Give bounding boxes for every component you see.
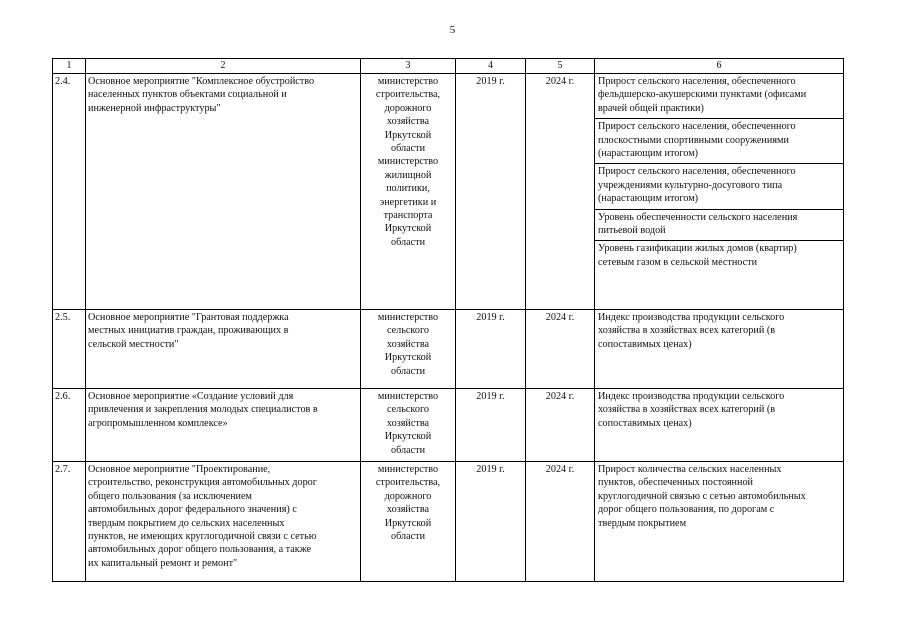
table-row — [53, 74, 844, 310]
text-line: Индекс производства продукции сельского — [598, 312, 785, 323]
measure-name-cell — [86, 74, 361, 310]
text-line: твердым покрытием — [598, 517, 687, 529]
text-line: дорог общего пользования, по дорогам с — [598, 504, 775, 516]
row-number-cell: 2.7. — [53, 462, 86, 582]
text-line: области — [390, 531, 426, 543]
text-line: министерство — [377, 464, 439, 475]
text-line: привлечения и закрепления молодых специалистов в — [88, 404, 318, 416]
text-line: сетевым газом в сельской местности — [598, 256, 758, 268]
text-line: сельского — [387, 325, 429, 337]
indicators-cell — [595, 462, 844, 582]
table-row — [53, 389, 844, 462]
text-line: Иркутской — [384, 352, 432, 364]
text-line: хозяйства — [386, 116, 430, 128]
executor-cell — [361, 74, 456, 310]
text-line: плоскостными спортивными сооружениями — [598, 134, 789, 146]
text-line: твердым покрытием до сельских населенных — [88, 517, 285, 529]
header-cell-2: 2 — [86, 59, 361, 74]
header-cell-6: 6 — [595, 59, 844, 74]
text-line: агропромышленном комплексе» — [88, 417, 228, 429]
text-line: Основное мероприятие "Комплексное обустройство — [88, 76, 315, 87]
text-line: Прирост количества сельских населенных — [598, 464, 782, 475]
text-line: (нарастающим итогом) — [598, 148, 699, 160]
text-line: автомобильных дорог федерального значения) с — [88, 504, 297, 516]
start-year-cell: 2019 г. — [456, 462, 526, 582]
measure-name-cell — [86, 310, 361, 389]
text-line: населенных пунктов объектами социальной и — [88, 89, 287, 101]
text-line: питьевой водой — [598, 225, 666, 237]
measures-table — [52, 58, 844, 582]
indicators-cell — [595, 389, 844, 462]
indicator-item — [595, 119, 843, 164]
text-line: пунктов, обеспеченных постоянной — [598, 477, 753, 489]
end-year-cell: 2024 г. — [526, 74, 595, 310]
text-line: транспорта — [383, 210, 433, 222]
executor-cell — [361, 462, 456, 582]
text-line: сельской местности" — [88, 338, 179, 350]
text-line: министерство — [377, 156, 439, 168]
header-cell-3: 3 — [361, 59, 456, 74]
text-line: Уровень обеспеченности сельского населения — [598, 211, 798, 223]
text-line: сопоставимых ценах) — [598, 338, 692, 350]
header-cell-1: 1 — [53, 59, 86, 74]
text-line: общего пользования (за исключением — [88, 490, 252, 502]
text-line: Уровень газификации жилых домов (квартир) — [598, 243, 797, 255]
text-line: министерство — [377, 391, 439, 402]
text-line: местных инициатив граждан, проживающих в — [88, 325, 289, 337]
text-line: Основное мероприятие "Проектирование, — [88, 464, 271, 475]
indicator-item — [595, 164, 843, 209]
start-year-cell: 2019 г. — [456, 389, 526, 462]
table-row — [53, 462, 844, 582]
text-line: сопоставимых ценах) — [598, 417, 692, 429]
text-line: Индекс производства продукции сельского — [598, 391, 785, 402]
header-cell-5: 5 — [526, 59, 595, 74]
text-line: министерство — [377, 76, 439, 87]
indicator-item — [595, 241, 843, 272]
start-year-cell: 2019 г. — [456, 74, 526, 310]
row-number-cell: 2.5. — [53, 310, 86, 389]
text-line: жилищной — [384, 169, 432, 181]
text-line: строительства, — [375, 477, 441, 489]
indicator-item — [595, 210, 843, 242]
text-line: Иркутской — [384, 431, 432, 443]
text-line: их капитальный ремонт и ремонт" — [88, 557, 238, 569]
header-cell-4: 4 — [456, 59, 526, 74]
text-line: строительства, — [375, 89, 441, 101]
text-line: Прирост сельского населения, обеспеченного — [598, 121, 796, 133]
text-line: строительство, реконструкция автомобильных дорог — [88, 477, 317, 489]
indicator-item — [595, 310, 843, 354]
text-line: сельского — [387, 404, 429, 416]
row-number-cell: 2.6. — [53, 389, 86, 462]
end-year-cell: 2024 г. — [526, 389, 595, 462]
indicators-cell — [595, 74, 844, 310]
indicator-item — [595, 74, 843, 119]
indicator-item — [595, 389, 843, 433]
measure-name-cell — [86, 389, 361, 462]
text-line: дорожного — [384, 102, 432, 114]
row-number-cell: 2.4. — [53, 74, 86, 310]
start-year-cell: 2019 г. — [456, 310, 526, 389]
executor-cell — [361, 389, 456, 462]
text-line: Иркутской — [384, 223, 432, 235]
text-line: хозяйства в хозяйствах всех категорий (в — [598, 325, 776, 337]
text-line: врачей общей практики) — [598, 102, 704, 114]
text-line: Основное мероприятие «Создание условий для — [88, 391, 294, 402]
text-line: Иркутской — [384, 517, 432, 529]
text-line: дорожного — [384, 490, 432, 502]
text-line: хозяйства — [386, 338, 430, 350]
text-line: политики, — [386, 183, 430, 195]
table-body — [53, 74, 844, 582]
end-year-cell: 2024 г. — [526, 462, 595, 582]
text-line: пунктов, не имеющих круглогодичной связи с сетью — [88, 531, 317, 543]
text-line: хозяйства — [386, 504, 430, 516]
text-line: области — [390, 236, 426, 248]
text-line: энергетики и — [379, 196, 437, 208]
text-line: (нарастающим итогом) — [598, 193, 699, 205]
text-line: учреждениями культурно-досугового типа — [598, 179, 783, 191]
page-number: 5 — [449, 24, 456, 36]
text-line: Иркутской — [384, 129, 432, 141]
executor-cell — [361, 310, 456, 389]
text-line: области — [390, 444, 426, 456]
text-line: хозяйства в хозяйствах всех категорий (в — [598, 404, 776, 416]
text-line: Прирост сельского населения, обеспеченного — [598, 166, 796, 178]
text-line: автомобильных дорог общего пользования, а также — [88, 544, 312, 556]
measure-name-cell — [86, 462, 361, 582]
indicators-cell — [595, 310, 844, 389]
text-line: круглогодичной связью с сетью автомобильных — [598, 490, 806, 502]
text-line: инженерной инфраструктуры" — [88, 102, 221, 114]
text-line: хозяйства — [386, 417, 430, 429]
text-line: Прирост сельского населения, обеспеченного — [598, 76, 796, 87]
end-year-cell: 2024 г. — [526, 310, 595, 389]
text-line: области — [390, 143, 426, 155]
text-line: фельдшерско-акушерскими пунктами (офисами — [598, 89, 807, 101]
text-line: министерство — [377, 312, 439, 323]
text-line: области — [390, 365, 426, 377]
table-header-row — [53, 59, 844, 74]
indicator-item — [595, 462, 843, 533]
table-row — [53, 310, 844, 389]
text-line: Основное мероприятие "Грантовая поддержка — [88, 312, 289, 323]
